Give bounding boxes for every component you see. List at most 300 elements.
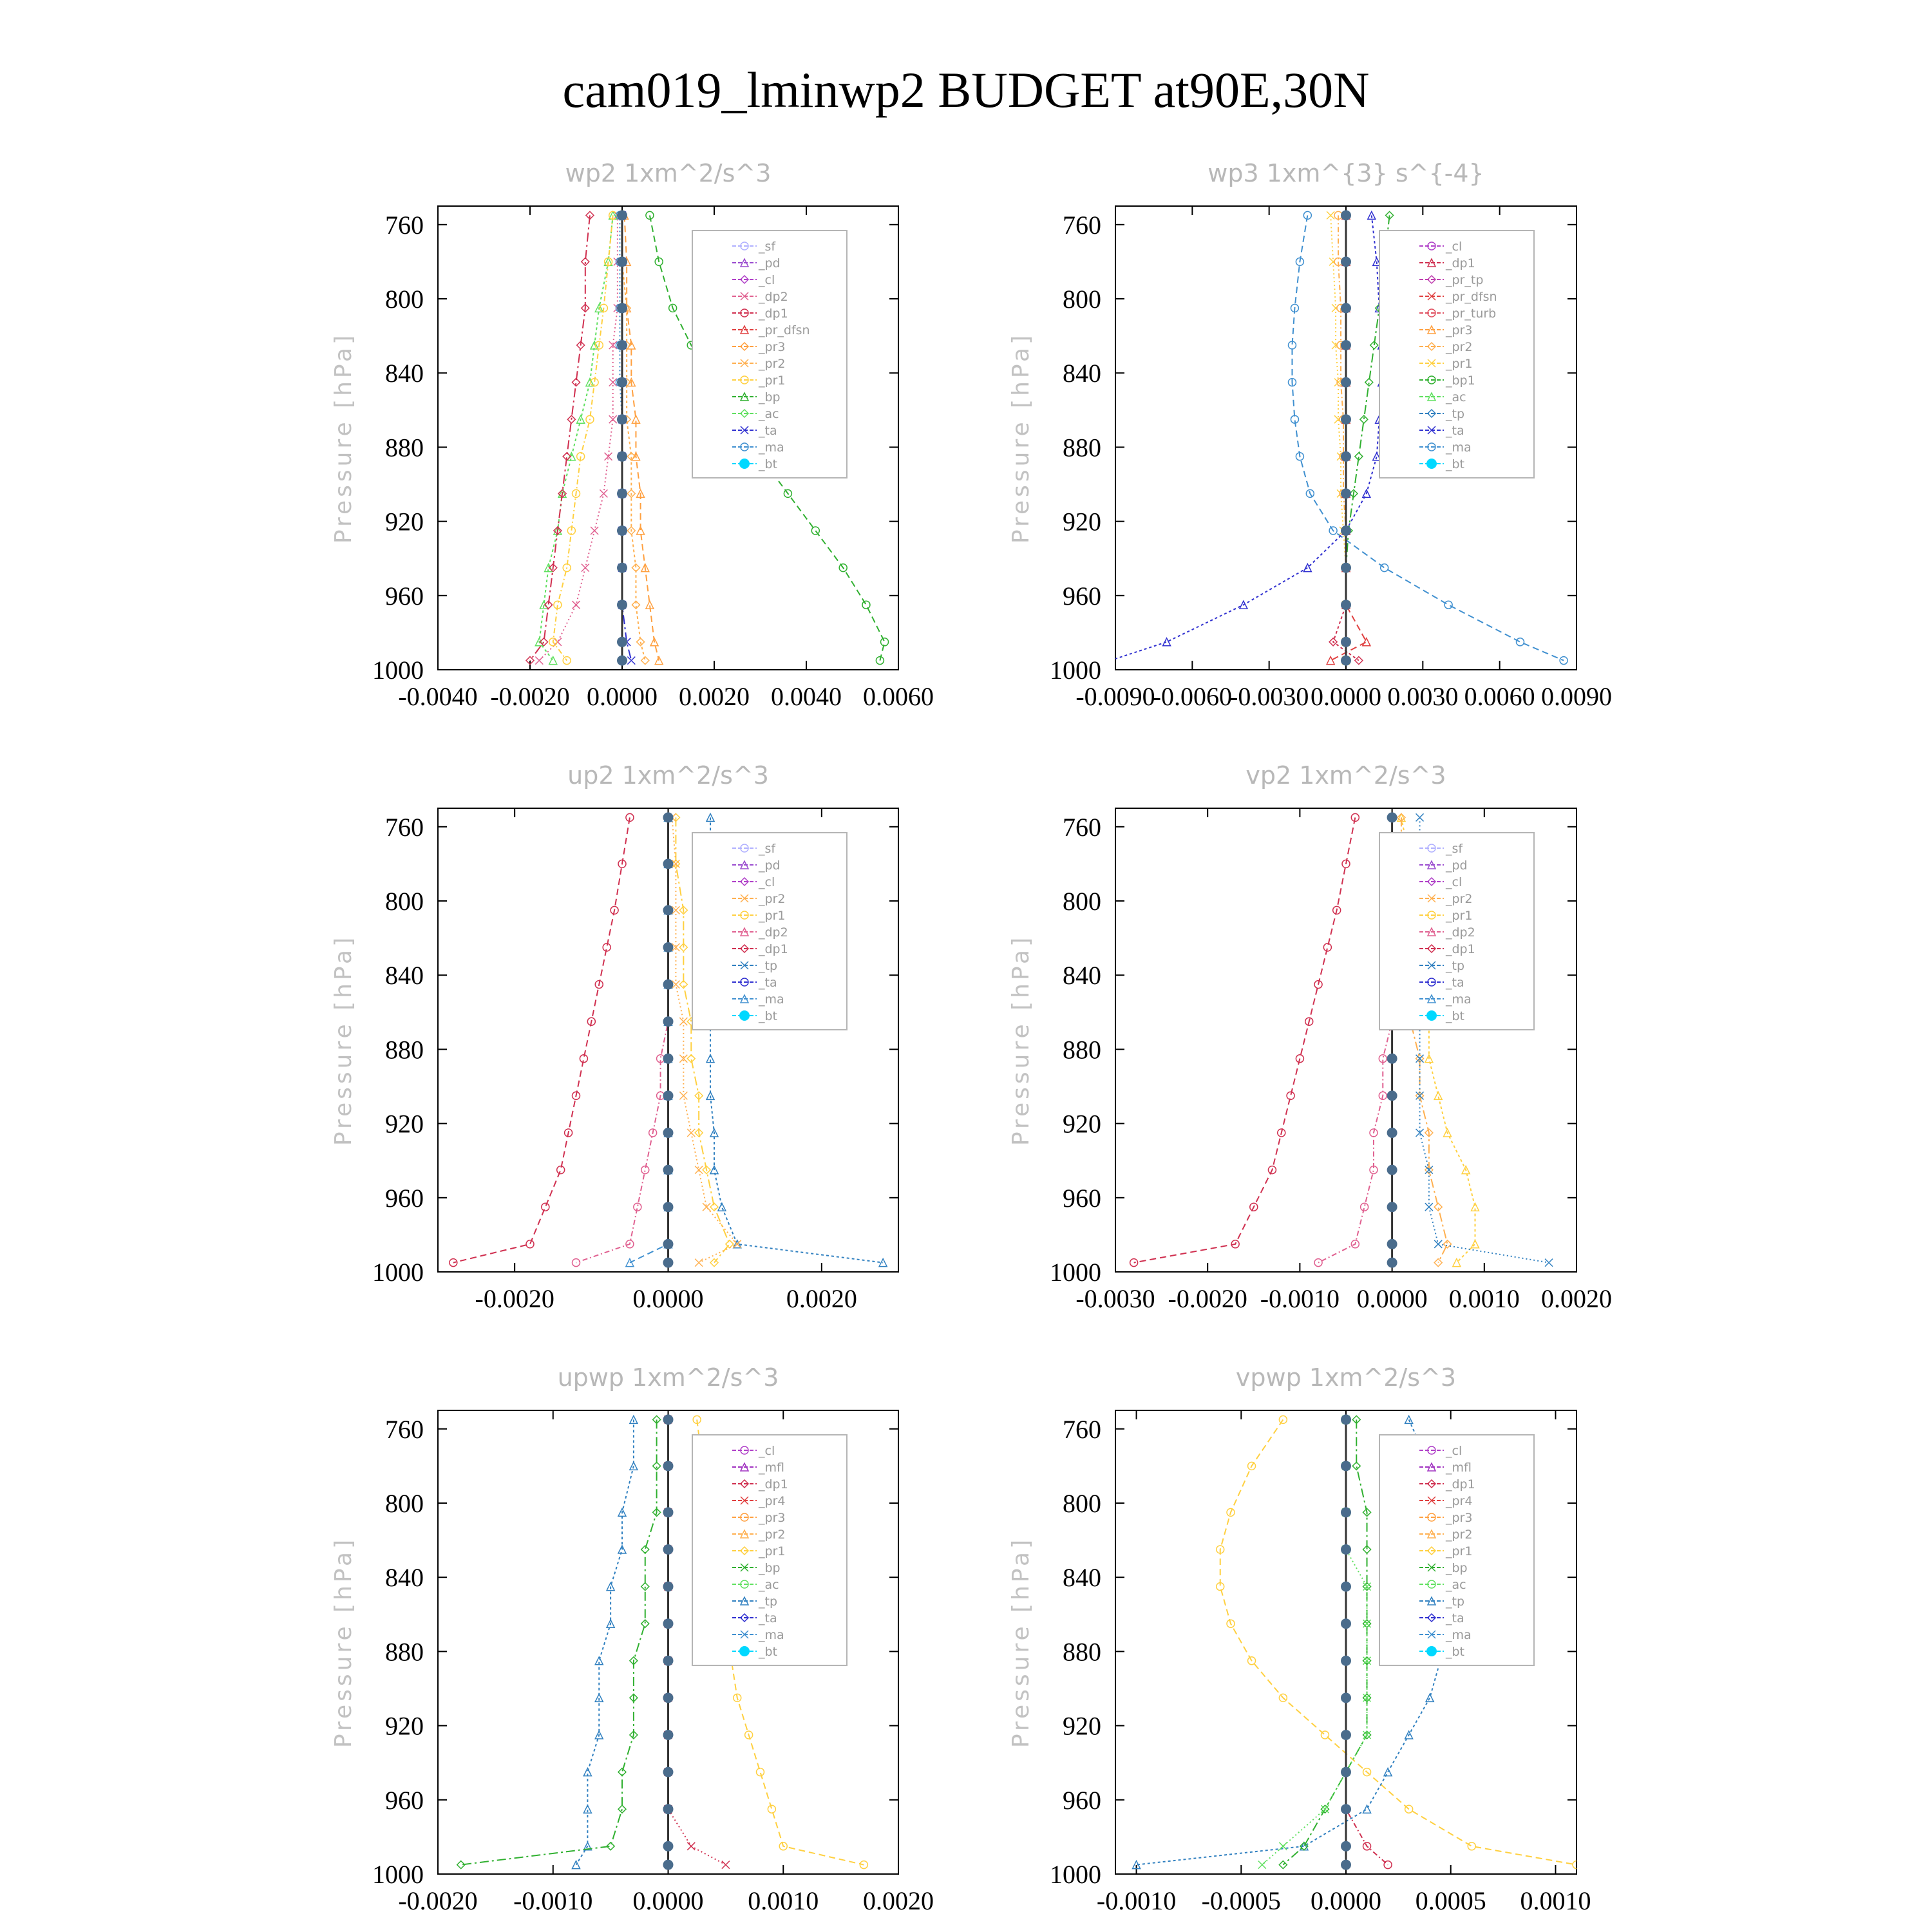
legend bbox=[692, 833, 847, 1030]
x-tick-label: -0.0010 bbox=[1260, 1284, 1340, 1313]
data-point_pr1 bbox=[1434, 1092, 1442, 1099]
y-tick-label: 840 bbox=[385, 1563, 424, 1593]
legend-label: _dp2 bbox=[759, 290, 788, 304]
chart-panel-3 bbox=[330, 761, 898, 1313]
data-point_bt bbox=[1341, 340, 1351, 350]
y-tick-label: 920 bbox=[1063, 507, 1101, 536]
legend-label: _ma bbox=[1446, 992, 1472, 1007]
data-point_bt bbox=[663, 1414, 674, 1425]
x-tick-label: -0.0030 bbox=[1229, 682, 1309, 711]
data-point_bt bbox=[1341, 210, 1351, 220]
data-point_bp bbox=[881, 638, 889, 646]
y-tick-label: 960 bbox=[385, 1785, 424, 1815]
panel-title: vpwp 1xm^2/s^3 bbox=[1235, 1363, 1457, 1392]
y-tick-label: 800 bbox=[385, 285, 424, 314]
y-tick-label: 880 bbox=[1063, 1637, 1101, 1667]
x-tick-label: -0.0010 bbox=[513, 1886, 593, 1915]
data-point_dp1 bbox=[582, 258, 589, 265]
legend-label: _dp1 bbox=[1446, 1477, 1475, 1492]
data-point_bp bbox=[811, 527, 819, 535]
data-point_bt bbox=[663, 1202, 674, 1212]
y-axis-label: Pressure [hPa] bbox=[330, 1536, 357, 1748]
data-point_tp bbox=[1434, 1240, 1442, 1248]
data-point_tp bbox=[1545, 1259, 1553, 1267]
data-point_pr2 bbox=[695, 1259, 703, 1267]
y-tick-label: 960 bbox=[1063, 1183, 1101, 1213]
legend-label: _pd bbox=[759, 256, 781, 270]
legend-marker bbox=[1426, 1010, 1437, 1021]
data-point_bt bbox=[663, 1258, 674, 1268]
legend-label: _ta bbox=[1446, 424, 1464, 438]
legend bbox=[1379, 231, 1534, 478]
legend-marker bbox=[739, 459, 750, 469]
y-tick-label: 920 bbox=[1063, 1109, 1101, 1139]
y-tick-label: 920 bbox=[1063, 1711, 1101, 1741]
data-point_bt bbox=[1341, 377, 1351, 388]
legend-label: _pr2 bbox=[1446, 340, 1473, 354]
data-point_bt bbox=[1341, 1618, 1351, 1629]
legend-label: _pr1 bbox=[1446, 357, 1473, 371]
data-point_bt bbox=[663, 1507, 674, 1517]
data-point_bt bbox=[1341, 563, 1351, 573]
data-point_pr2 bbox=[679, 1092, 687, 1099]
data-point_bt bbox=[617, 340, 627, 350]
y-tick-label: 1000 bbox=[372, 656, 424, 685]
data-point_pr2 bbox=[641, 657, 649, 665]
legend-label: _ma bbox=[1446, 440, 1472, 455]
y-axis-label: Pressure [hPa] bbox=[330, 934, 357, 1146]
legend-label: _ta bbox=[759, 976, 777, 990]
legend-label: _pr_dfsn bbox=[759, 323, 810, 337]
x-tick-label: 0.0020 bbox=[863, 1886, 934, 1915]
legend-label: _pr1 bbox=[1446, 1544, 1473, 1558]
series-line_ac bbox=[1262, 1419, 1367, 1864]
data-point_bt bbox=[1387, 1128, 1397, 1138]
legend-label: _pr2 bbox=[1446, 892, 1473, 906]
x-tick-label: 0.0000 bbox=[632, 1886, 704, 1915]
x-tick-label: 0.0060 bbox=[1464, 682, 1535, 711]
data-point_dp1 bbox=[722, 1861, 730, 1869]
x-tick-label: -0.0020 bbox=[475, 1284, 554, 1313]
panel-title: vp2 1xm^2/s^3 bbox=[1245, 761, 1446, 790]
series-line_pr2 bbox=[622, 215, 645, 660]
data-point_bt bbox=[1341, 1461, 1351, 1471]
data-point_bt bbox=[663, 1804, 674, 1814]
legend-label: _pr2 bbox=[759, 357, 786, 371]
data-point_pr_dfsn bbox=[1363, 638, 1370, 646]
data-point_pr1 bbox=[757, 1768, 764, 1776]
legend-label: _bp bbox=[1446, 1561, 1468, 1575]
legend-marker bbox=[1426, 1646, 1437, 1656]
x-tick-label: 0.0010 bbox=[1448, 1284, 1520, 1313]
legend-label: _pr_dfsn bbox=[1446, 290, 1497, 304]
series-line_tp bbox=[576, 1419, 634, 1864]
y-tick-label: 960 bbox=[385, 581, 424, 611]
x-tick-label: 0.0000 bbox=[587, 682, 658, 711]
chart-panel-4 bbox=[1008, 761, 1612, 1313]
x-tick-label: -0.0020 bbox=[1168, 1284, 1247, 1313]
data-point_bt bbox=[617, 303, 627, 313]
y-tick-label: 960 bbox=[1063, 581, 1101, 611]
legend-label: _ma bbox=[759, 440, 784, 455]
legend bbox=[1379, 833, 1534, 1030]
series-line_bp bbox=[1283, 1419, 1367, 1864]
data-point_tp bbox=[1363, 1805, 1371, 1813]
data-point_bt bbox=[663, 1016, 674, 1027]
y-axis-label: Pressure [hPa] bbox=[1008, 332, 1034, 544]
data-point_ta bbox=[1106, 657, 1114, 665]
x-tick-label: 0.0010 bbox=[1520, 1886, 1591, 1915]
y-tick-label: 920 bbox=[385, 1109, 424, 1139]
data-point_bt bbox=[1387, 1239, 1397, 1249]
y-tick-label: 1000 bbox=[372, 1258, 424, 1287]
series-line_bp bbox=[461, 1419, 657, 1864]
data-point_pr2 bbox=[1444, 1240, 1452, 1248]
legend-label: _pr4 bbox=[759, 1494, 786, 1508]
data-point_bt bbox=[663, 1461, 674, 1471]
data-point_dp1 bbox=[542, 1203, 549, 1211]
data-point_bt bbox=[617, 488, 627, 498]
x-tick-label: 0.0000 bbox=[1356, 1284, 1428, 1313]
legend-label: _bp bbox=[759, 1561, 781, 1575]
data-point_bt bbox=[1341, 1860, 1351, 1870]
data-point_bt bbox=[663, 1618, 674, 1629]
data-point_bt bbox=[663, 1128, 674, 1138]
legend-label: _dp1 bbox=[1446, 256, 1475, 270]
data-point_tp bbox=[1426, 1694, 1434, 1701]
data-point_bt bbox=[663, 1656, 674, 1666]
legend-label: _tp bbox=[1446, 407, 1465, 421]
data-point_bt bbox=[663, 1090, 674, 1101]
data-point_bt bbox=[663, 942, 674, 952]
legend-marker bbox=[739, 1646, 750, 1656]
x-tick-label: -0.0030 bbox=[1075, 1284, 1155, 1313]
x-tick-label: -0.0020 bbox=[490, 682, 570, 711]
legend-label: _pr3 bbox=[1446, 323, 1473, 337]
legend-label: _pr1 bbox=[1446, 909, 1473, 923]
legend-label: _dp2 bbox=[759, 925, 788, 940]
data-point_bt bbox=[617, 210, 627, 220]
y-tick-label: 800 bbox=[385, 887, 424, 916]
x-tick-label: -0.0005 bbox=[1201, 1886, 1281, 1915]
series-line_ma bbox=[630, 817, 668, 1262]
legend-label: _ac bbox=[1446, 1578, 1466, 1592]
data-point_tp bbox=[1416, 1129, 1424, 1137]
x-tick-label: 0.0010 bbox=[748, 1886, 819, 1915]
legend-label: _ta bbox=[759, 1611, 777, 1625]
legend-label: _bp1 bbox=[1446, 374, 1475, 388]
x-tick-label: 0.0060 bbox=[863, 682, 934, 711]
legend-label: _pd bbox=[1446, 858, 1468, 873]
x-tick-label: 0.0005 bbox=[1415, 1886, 1486, 1915]
y-tick-label: 880 bbox=[1063, 433, 1101, 462]
data-point_bt bbox=[663, 812, 674, 822]
legend-label: _ta bbox=[1446, 976, 1464, 990]
legend-label: _pr1 bbox=[759, 909, 786, 923]
x-tick-label: 0.0030 bbox=[1387, 682, 1459, 711]
legend-label: _pd bbox=[759, 858, 781, 873]
panel-title: wp2 1xm^2/s^3 bbox=[565, 159, 772, 187]
data-point_bt bbox=[1341, 1582, 1351, 1592]
legend-label: _pr2 bbox=[1446, 1528, 1473, 1542]
y-tick-label: 960 bbox=[1063, 1785, 1101, 1815]
legend-label: _pr1 bbox=[759, 374, 786, 388]
data-point_bp1 bbox=[1360, 415, 1368, 423]
data-point_bt bbox=[1387, 1202, 1397, 1212]
series-line_ta bbox=[1110, 215, 1382, 660]
legend-label: _pr_tp bbox=[1446, 273, 1484, 287]
data-point_bt bbox=[617, 526, 627, 536]
x-tick-label: 0.0090 bbox=[1541, 682, 1612, 711]
data-point_ma bbox=[1381, 564, 1388, 572]
data-point_bt bbox=[1341, 1544, 1351, 1555]
data-point_bt bbox=[617, 600, 627, 610]
legend-label: _cl bbox=[1446, 1444, 1463, 1458]
x-tick-label: 0.0020 bbox=[786, 1284, 857, 1313]
data-point_ac bbox=[567, 453, 575, 460]
y-tick-label: 760 bbox=[385, 1414, 424, 1444]
legend-label: _mfl bbox=[759, 1461, 784, 1475]
legend-label: _cl bbox=[759, 875, 775, 889]
data-point_bt bbox=[663, 858, 674, 869]
data-point_bp1 bbox=[1365, 379, 1373, 386]
y-tick-label: 840 bbox=[1063, 359, 1101, 388]
series-line_pr2 bbox=[1338, 215, 1346, 660]
data-point_dp1 bbox=[1323, 943, 1331, 951]
legend-label: _ta bbox=[1446, 1611, 1464, 1625]
data-point_bt bbox=[663, 1582, 674, 1592]
data-point_bt bbox=[617, 377, 627, 388]
legend-label: _ta bbox=[759, 424, 777, 438]
x-tick-label: 0.0020 bbox=[1541, 1284, 1612, 1313]
data-point_bt bbox=[1387, 1054, 1397, 1064]
series-line_dp1 bbox=[1134, 817, 1356, 1262]
y-tick-label: 880 bbox=[385, 433, 424, 462]
legend-label: _pr3 bbox=[759, 340, 786, 354]
legend-label: _ma bbox=[759, 992, 784, 1007]
x-tick-label: -0.0010 bbox=[1096, 1886, 1177, 1915]
legend-label: _pr_turb bbox=[1446, 307, 1497, 321]
legend-label: _pr1 bbox=[759, 1544, 786, 1558]
data-point_ma bbox=[1516, 638, 1524, 646]
data-point_bt bbox=[1341, 451, 1351, 462]
y-tick-label: 1000 bbox=[1050, 1258, 1101, 1287]
x-tick-label: 0.0020 bbox=[679, 682, 750, 711]
y-tick-label: 920 bbox=[385, 1711, 424, 1741]
data-point_dp2 bbox=[535, 657, 543, 665]
legend-label: _ma bbox=[1446, 1628, 1472, 1642]
data-point_ac bbox=[1363, 1620, 1371, 1627]
data-point_ta bbox=[627, 657, 635, 665]
legend-label: _pr3 bbox=[759, 1511, 786, 1525]
legend bbox=[1379, 1435, 1534, 1665]
legend bbox=[692, 231, 847, 478]
data-point_dp2 bbox=[591, 527, 598, 535]
legend-label: _bt bbox=[759, 1645, 778, 1659]
series-line_dp1 bbox=[453, 817, 630, 1262]
y-tick-label: 880 bbox=[385, 1637, 424, 1667]
y-tick-label: 800 bbox=[1063, 1489, 1101, 1518]
data-point_pr1 bbox=[1321, 1731, 1329, 1739]
y-tick-label: 840 bbox=[1063, 1563, 1101, 1593]
y-tick-label: 1000 bbox=[1050, 656, 1101, 685]
data-point_tp bbox=[1425, 1203, 1433, 1211]
data-point_pr_dfsn bbox=[1327, 657, 1334, 665]
panel-title: up2 1xm^2/s^3 bbox=[567, 761, 769, 790]
legend-label: _tp bbox=[1446, 1595, 1465, 1609]
legend-label: _tp bbox=[759, 959, 778, 973]
legend-label: _bt bbox=[1446, 1645, 1465, 1659]
data-point_dp2 bbox=[1361, 1203, 1368, 1211]
y-axis-label: Pressure [hPa] bbox=[1008, 934, 1034, 1146]
chart-panel-1 bbox=[330, 159, 934, 711]
y-axis-label: Pressure [hPa] bbox=[1008, 1536, 1034, 1748]
x-tick-label: -0.0040 bbox=[398, 682, 478, 711]
x-tick-label: 0.0000 bbox=[1311, 1886, 1381, 1915]
data-point_bt bbox=[1341, 414, 1351, 424]
data-point_bt bbox=[1341, 656, 1351, 666]
data-point_bt bbox=[1341, 1414, 1351, 1425]
data-point_bt bbox=[663, 1860, 674, 1870]
data-point_pr2 bbox=[687, 1129, 695, 1137]
legend-label: _mfl bbox=[1446, 1461, 1472, 1475]
x-tick-label: 0.0000 bbox=[1311, 682, 1381, 711]
data-point_bt bbox=[1341, 303, 1351, 313]
y-tick-label: 1000 bbox=[372, 1860, 424, 1889]
data-point_bt bbox=[663, 1767, 674, 1777]
legend bbox=[692, 1435, 847, 1665]
legend-label: _ac bbox=[759, 1578, 779, 1592]
legend-label: _pr2 bbox=[759, 892, 786, 906]
figure-title: cam019_lminwp2 BUDGET at90E,30N bbox=[562, 62, 1370, 118]
legend-label: _ac bbox=[1446, 390, 1466, 404]
data-point_bt bbox=[1341, 256, 1351, 267]
data-point_pr2 bbox=[1434, 1203, 1442, 1211]
legend-label: _ac bbox=[759, 407, 779, 421]
chart-panel-6 bbox=[1008, 1363, 1591, 1915]
data-point_bt bbox=[1341, 1656, 1351, 1666]
y-tick-label: 800 bbox=[1063, 887, 1101, 916]
data-point_bt bbox=[663, 980, 674, 990]
data-point_bt bbox=[1387, 812, 1397, 822]
legend-label: _bp bbox=[759, 390, 781, 404]
series-line_ac bbox=[539, 215, 612, 660]
legend-label: _dp1 bbox=[759, 1477, 788, 1492]
data-point_bt bbox=[1387, 1258, 1397, 1268]
data-point_dp2 bbox=[554, 638, 562, 646]
legend-label: _cl bbox=[759, 1444, 775, 1458]
data-point_bt bbox=[617, 451, 627, 462]
legend-label: _dp1 bbox=[759, 942, 788, 956]
y-tick-label: 840 bbox=[385, 359, 424, 388]
y-tick-label: 760 bbox=[385, 210, 424, 240]
data-point_bp bbox=[641, 1583, 649, 1591]
y-tick-label: 960 bbox=[385, 1183, 424, 1213]
legend-label: _cl bbox=[1446, 875, 1463, 889]
legend-label: _pr4 bbox=[1446, 1494, 1473, 1508]
x-tick-label: 0.0000 bbox=[632, 1284, 704, 1313]
legend-marker bbox=[1426, 459, 1437, 469]
legend-label: _dp1 bbox=[1446, 942, 1475, 956]
legend-label: _dp2 bbox=[1446, 925, 1475, 940]
series-line_dp2 bbox=[576, 817, 668, 1262]
y-tick-label: 880 bbox=[385, 1035, 424, 1065]
data-point_pr1 bbox=[1468, 1842, 1475, 1850]
data-point_bt bbox=[1341, 526, 1351, 536]
legend-label: _ma bbox=[759, 1628, 784, 1642]
legend-label: _bt bbox=[1446, 1009, 1465, 1023]
data-point_bt bbox=[663, 1165, 674, 1175]
data-point_pr1 bbox=[1327, 211, 1334, 219]
data-point_bt bbox=[1341, 1730, 1351, 1740]
data-point_bt bbox=[663, 1054, 674, 1064]
data-point_bt bbox=[1341, 1767, 1351, 1777]
legend-label: _cl bbox=[1446, 240, 1463, 254]
legend-label: _dp1 bbox=[759, 307, 788, 321]
data-point_dp2 bbox=[582, 564, 589, 572]
legend-label: _sf bbox=[1446, 842, 1463, 856]
data-point_bt bbox=[617, 414, 627, 424]
chart-panel-2 bbox=[1008, 159, 1612, 711]
data-point_dp1 bbox=[526, 1240, 534, 1248]
legend-label: _sf bbox=[759, 240, 776, 254]
data-point_ac bbox=[1258, 1861, 1266, 1869]
legend-label: _tp bbox=[759, 1595, 778, 1609]
data-point_bt bbox=[1341, 637, 1351, 647]
y-tick-label: 920 bbox=[385, 507, 424, 536]
data-point_ac bbox=[549, 657, 557, 665]
y-tick-label: 840 bbox=[1063, 961, 1101, 990]
data-point_bp bbox=[618, 1805, 626, 1813]
y-tick-label: 760 bbox=[385, 812, 424, 842]
data-point_pr2 bbox=[679, 1055, 687, 1063]
data-point_bt bbox=[617, 637, 627, 647]
legend-label: _bt bbox=[759, 1009, 778, 1023]
data-point_tp bbox=[1416, 813, 1424, 821]
data-point_ac bbox=[1321, 1805, 1329, 1813]
data-point_bt bbox=[663, 1239, 674, 1249]
data-point_pr1 bbox=[768, 1805, 775, 1813]
panel-title: wp3 1xm^{3} s^{-4} bbox=[1208, 159, 1484, 187]
data-point_ta bbox=[1163, 638, 1171, 646]
y-tick-label: 760 bbox=[1063, 812, 1101, 842]
data-point_bt bbox=[617, 656, 627, 666]
y-axis-label: Pressure [hPa] bbox=[330, 332, 357, 544]
y-tick-label: 800 bbox=[1063, 285, 1101, 314]
data-point_bt bbox=[1341, 1507, 1351, 1517]
legend-label: _cl bbox=[759, 273, 775, 287]
chart-panel-5 bbox=[330, 1363, 934, 1915]
data-point_bt bbox=[663, 1544, 674, 1555]
data-point_bt bbox=[1341, 1841, 1351, 1852]
data-point_bt bbox=[617, 563, 627, 573]
data-point_bt bbox=[1341, 1804, 1351, 1814]
legend-label: _tp bbox=[1446, 959, 1465, 973]
legend-label: _pr2 bbox=[759, 1528, 786, 1542]
legend-label: _bt bbox=[759, 457, 778, 471]
data-point_bt bbox=[663, 1841, 674, 1852]
y-tick-label: 1000 bbox=[1050, 1860, 1101, 1889]
legend-marker bbox=[739, 1010, 750, 1021]
data-point_bt bbox=[663, 905, 674, 915]
data-point_bt bbox=[1341, 1692, 1351, 1703]
data-point_bt bbox=[663, 1692, 674, 1703]
data-point_dp2 bbox=[573, 601, 580, 609]
data-point_pr2 bbox=[679, 1018, 687, 1025]
legend-label: _bt bbox=[1446, 457, 1465, 471]
series-line_pr_dfsn bbox=[1331, 215, 1367, 660]
y-tick-label: 760 bbox=[1063, 210, 1101, 240]
